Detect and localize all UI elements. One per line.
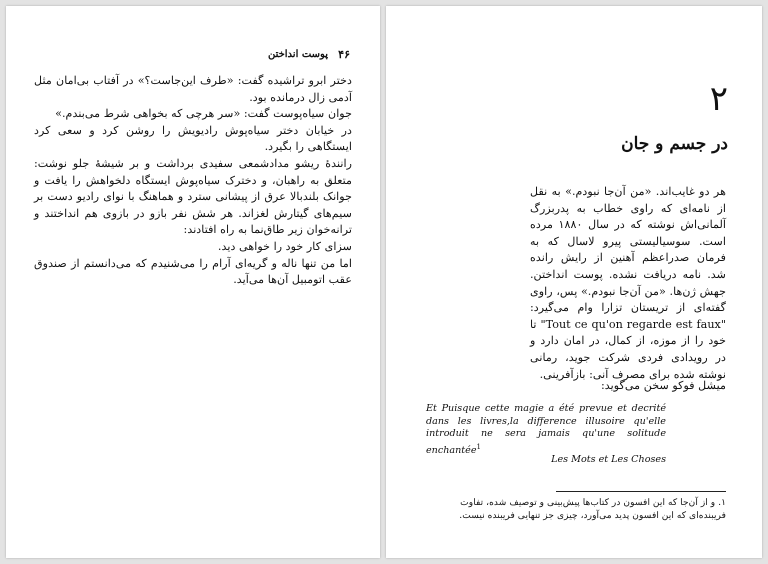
footnote: ۱. و از آن‌جا که این افسون در کتاب‌ها پیش‌بینی و توصیف شده، تفاوت فریبنده‌ای که این افسون پدید می‌آورد، چیزی جز تنهایی فریبنده نیست. (459, 497, 726, 521)
running-title: پوست انداختن (267, 49, 328, 60)
paragraph: اما من تنها ناله و گریه‌ای آرام را می‌شنیدم که می‌دانستم از صندوق عقب اتومبیل آن‌ها می‌آید. (34, 256, 352, 287)
right-body-text (530, 184, 726, 383)
paragraph: رانندهٔ ریشو مدادشمعی سفیدی برداشت و بر شیشهٔ جلو نوشت: متعلق به راهبان، و دخترک سیاه‌پوش ایستگاه دلخواهش را یافت و جوانک بلندبالا عرق از پیشانی سترد و هماهنگ با نوای رادیو دست بر سیم‌های گیتارش لغزاند. هر شش نفر بازو در بازوی هم انداختند و ترانه‌خوان زیر طاق‌نما به راه افتادند: (34, 156, 352, 237)
paragraph: هر دو غایب‌اند. «من آن‌جا نبودم.» به نقل از نامه‌ای که راوی خطاب به پدربزرگ آلمانی‌اش نوشته که در سال ۱۸۸۰ مرده است. سوسیالیستی پیرو لاسال که به فرمان صدراعظم آهنین از رایش رانده شد. نامه دریافت نشده. پوست انداختن. جهش ژن‌ها. «من آن‌جا نبودم.» پس، راوی گفته‌ای از تریستان تزارا وام می‌گیرد: "Tout ce qu'on regarde est faux" تا خود را از موزه، از کمال، در امان دارد و در رویدادی فردی شرکت جوید، رمانی نوشته شده برای مصرف آنی: بازآفرینی. (530, 185, 726, 381)
page-number: ۴۶ (338, 48, 350, 61)
paragraph: سزای کار خود را خواهی دید. (217, 239, 352, 253)
paragraph: در خیابان دختر سیاه‌پوش رادیویش را روشن کرد و سعی کرد ایستگاهی را بگیرد. (34, 123, 352, 154)
epigraph-attribution: میشل فوکو سخن می‌گوید: (600, 379, 726, 392)
french-epigraph (426, 403, 666, 458)
footnote-marker: 1 (476, 442, 481, 451)
french-source: Les Mots et Les Choses (551, 454, 666, 465)
right-page (386, 6, 762, 558)
chapter-title: در جسم و جان (621, 134, 728, 154)
paragraph: جوان سیاه‌پوست گفت: «سر هرچی که بخواهی شرط می‌بندم.» (55, 107, 352, 121)
left-page (6, 6, 380, 558)
paragraph: دختر ابرو تراشیده گفت: «طرف این‌جاست؟» در آفتاب بی‌امان مثل آدمی زال درمانده بود. (34, 74, 352, 104)
footnote-divider (556, 491, 726, 492)
left-body-text (34, 73, 352, 289)
running-header (50, 48, 350, 64)
french-quote: Et Puisque cette magie a été prevue et decrité dans les livres,la difference illusoire qu'elle introduit ne sera jamais qu'une solitude enchantée (426, 403, 666, 456)
chapter-number: ۲ (709, 79, 728, 119)
